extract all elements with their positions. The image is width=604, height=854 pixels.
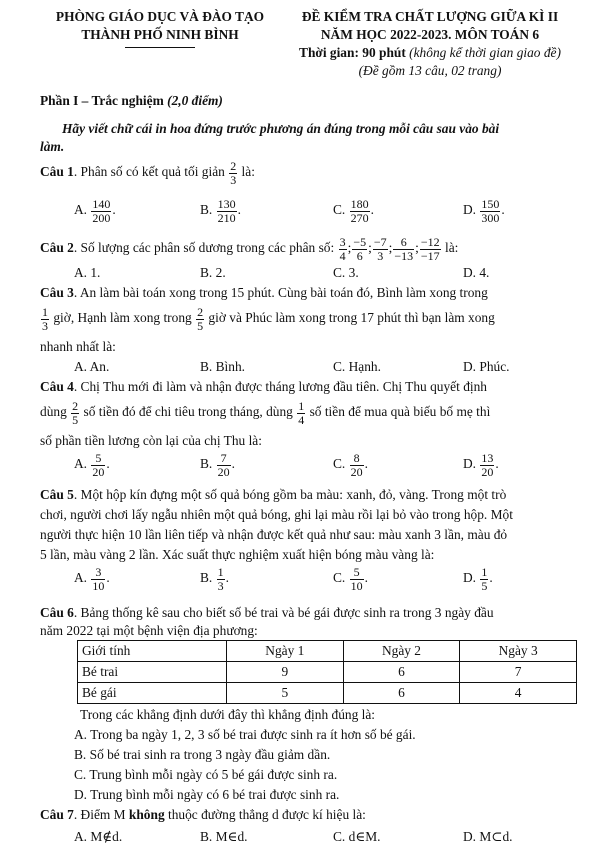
q5-option-b: B. $\frac{1}{3}$ .: [200, 565, 229, 593]
q2-fraction-3: $\frac{-7}{3}$: [373, 235, 387, 263]
q7-stem: Câu 7. Điểm M không thuộc đường thẳng d được kí hiệu là:: [40, 807, 366, 822]
q3-line2: $\frac{1}{3}$ giờ, Hạnh làm xong trong $\frac{2}{5}$ giờ và Phúc làm xong trong 17 phút thì bạn làm xong: [42, 305, 495, 333]
q4-line2: dùng $\frac{2}{5}$ số tiền đó để chi tiêu trong tháng, dùng $\frac{1}{4}$ số tiền để mua quà biếu bố mẹ thì: [40, 399, 491, 427]
q6-line1: Câu 6. Bảng thống kê sau cho biết số bé trai và bé gái được sinh ra trong 3 ngày đầu: [40, 605, 494, 620]
q4-fraction-1: $\frac{2}{5}$: [72, 399, 79, 427]
part1-points: (2,0 điểm): [163, 93, 223, 108]
header-time: [275, 44, 585, 62]
table-header-cell: Ngày 2: [343, 641, 460, 662]
q4-option-c: C. $\frac{8}{20}$ .: [333, 451, 368, 479]
table-cell: 7: [460, 662, 577, 683]
q4-label: Câu 4: [40, 379, 74, 394]
q7-option-d: D. M⊂d.: [463, 829, 513, 844]
q6-option-a: A. Trong ba ngày 1, 2, 3 số bé trai được sinh ra ít hơn số bé gái.: [74, 727, 416, 742]
q1-text: . Phân số có kết quả tối giản: [73, 164, 229, 180]
q1-text-end: là:: [238, 164, 255, 180]
header-school-year: NĂM HỌC 2022-2023. MÔN TOÁN 6: [320, 27, 540, 42]
q6-option-c: C. Trung bình mỗi ngày có 5 bé gái được sinh ra.: [74, 767, 338, 782]
q3-option-b: B. Bình.: [200, 359, 246, 374]
header-city: THÀNH PHỐ NINH BÌNH: [81, 27, 239, 42]
q1-fraction: $\frac{2}{3}$: [230, 159, 237, 187]
q7-label: Câu 7: [40, 807, 74, 822]
table-cell: 6: [343, 662, 460, 683]
table-header-cell: Ngày 3: [460, 641, 577, 662]
q2-option-b: B. 2.: [200, 265, 226, 280]
q7-option-a: A. M∉d.: [74, 829, 123, 844]
q4-fraction-2: $\frac{1}{4}$: [298, 399, 305, 427]
q5-option-a: A. $\frac{3}{10}$ .: [74, 565, 110, 593]
q2-fraction-1: $\frac{3}{4}$: [339, 235, 346, 263]
part1-instruction-line1: Hãy viết chữ cái in hoa đứng trước phương án đúng trong mỗi câu sau vào bài: [62, 121, 500, 136]
q2-option-c: C. 3.: [333, 265, 359, 280]
q7-emphasis: không: [128, 807, 165, 822]
header-department: PHÒNG GIÁO DỤC VÀ ĐÀO TẠO: [55, 9, 265, 24]
q3-option-c: C. Hạnh.: [333, 359, 381, 374]
q1-option-b: B. $\frac{130}{210}$ .: [200, 197, 241, 225]
q3-line1: Câu 3. An làm bài toán xong trong 15 phút. Cùng bài toán đó, Bình làm xong trong: [40, 285, 488, 300]
table-cell: Bé trai: [78, 662, 227, 683]
table-cell: 6: [343, 683, 460, 704]
q3-fraction-1: $\frac{1}{3}$: [42, 305, 48, 333]
table-row: [78, 662, 577, 683]
q1-option-d: D. $\frac{150}{300}$ .: [463, 197, 505, 225]
header-exam-title: ĐỀ KIỂM TRA CHẤT LƯỢNG GIỮA KÌ II: [301, 9, 559, 24]
time-label: Thời gian: 90 phút: [299, 45, 406, 60]
q2-text-end: là:: [441, 240, 459, 256]
q5-line4: 5 lần, màu vàng 2 lần. Xác suất thực nghiệm xuất hiện bóng màu vàng là:: [40, 547, 435, 562]
q7-option-c: C. d∈M.: [333, 829, 381, 844]
q3-option-a: A. An.: [74, 359, 110, 374]
q4-option-b: B. $\frac{7}{20}$ .: [200, 451, 235, 479]
table-header-cell: Ngày 1: [227, 641, 344, 662]
q2-stem: Câu 2. Số lượng các phân số dương trong các phân số: $\frac{3}{4}$ ; $\frac{-5}{6}$ ; $\frac{-7}{3}$ ; $\frac{6}{-13}$ ; $\frac{-12}{-17}$ là:: [40, 235, 459, 263]
q2-text: . Số lượng các phân số dương trong các phân số:: [73, 240, 338, 256]
q2-fraction-2: $\frac{-5}{6}$: [353, 235, 367, 263]
table-cell: Bé gái: [78, 683, 227, 704]
q4-line3: số phần tiền lương còn lại của chị Thu là:: [40, 433, 262, 448]
table-header-row: [78, 641, 577, 662]
q1-label: Câu 1: [40, 164, 74, 180]
q4-option-d: D. $\frac{13}{20}$ .: [463, 451, 499, 479]
q3-fraction-2: $\frac{2}{5}$: [197, 305, 204, 333]
q5-label: Câu 5: [40, 487, 74, 502]
q5-line3: người thực hiện 10 lần liên tiếp và nhận được kết quả như sau: màu xanh 3 lần, màu đỏ: [40, 527, 508, 542]
q7-option-b: B. M∈d.: [200, 829, 248, 844]
q6-prompt: Trong các khẳng định dưới đây thì khẳng định đúng là:: [80, 707, 376, 722]
part1-instruction-line2: làm.: [40, 139, 65, 154]
q4-option-a: A. $\frac{5}{20}$ .: [74, 451, 110, 479]
q3-label: Câu 3: [40, 285, 74, 300]
q2-option-a: A. 1.: [74, 265, 101, 280]
q2-fraction-5: $\frac{-12}{-17}$: [420, 235, 440, 263]
q5-line1: Câu 5. Một hộp kín đựng một số quả bóng gồm ba màu: xanh, đỏ, vàng. Trong một trò: [40, 487, 507, 502]
q2-option-d: D. 4.: [463, 265, 490, 280]
q1-option-a: A. $\frac{140}{200}$ .: [74, 197, 116, 225]
table-cell: 5: [227, 683, 344, 704]
q2-label: Câu 2: [40, 240, 74, 256]
q6-line2: năm 2022 tại một bệnh viện địa phương:: [40, 623, 258, 638]
table-header-cell: Giới tính: [78, 641, 227, 662]
table-row: [78, 683, 577, 704]
part1-heading: [40, 92, 223, 110]
q6-option-d: D. Trung bình mỗi ngày có 6 bé trai được sinh ra.: [74, 787, 340, 802]
q3-option-d: D. Phúc.: [463, 359, 510, 374]
q6-label: Câu 6: [40, 605, 74, 620]
q1-stem: [40, 160, 255, 186]
q5-line2: chơi, người chơi lấy ngẫu nhiên một quả bóng, ghi lại màu rồi lại bỏ vào trong hộp. Một: [40, 507, 513, 522]
header-pages-note: (Đề gồm 13 câu, 02 trang): [358, 63, 502, 78]
q2-fraction-4: $\frac{6}{-13}$: [394, 235, 414, 263]
header-left-underline: [125, 47, 195, 48]
q1-option-c: C. $\frac{180}{270}$ .: [333, 197, 374, 225]
part1-title: Phần I – Trắc nghiệm: [40, 93, 164, 108]
q3-line3: nhanh nhất là:: [40, 339, 116, 354]
q6-option-b: B. Số bé trai sinh ra trong 3 ngày đầu giảm dần.: [74, 747, 331, 762]
time-note: (không kể thời gian giao đề): [405, 45, 561, 60]
table-cell: 9: [227, 662, 344, 683]
q5-option-c: C. $\frac{5}{10}$ .: [333, 565, 368, 593]
q4-line1: Câu 4. Chị Thu mới đi làm và nhận được tháng lương đầu tiên. Chị Thu quyết định: [40, 379, 487, 394]
q5-option-d: D. $\frac{1}{5}$ .: [463, 565, 493, 593]
table-cell: 4: [460, 683, 577, 704]
births-table: [77, 640, 577, 704]
